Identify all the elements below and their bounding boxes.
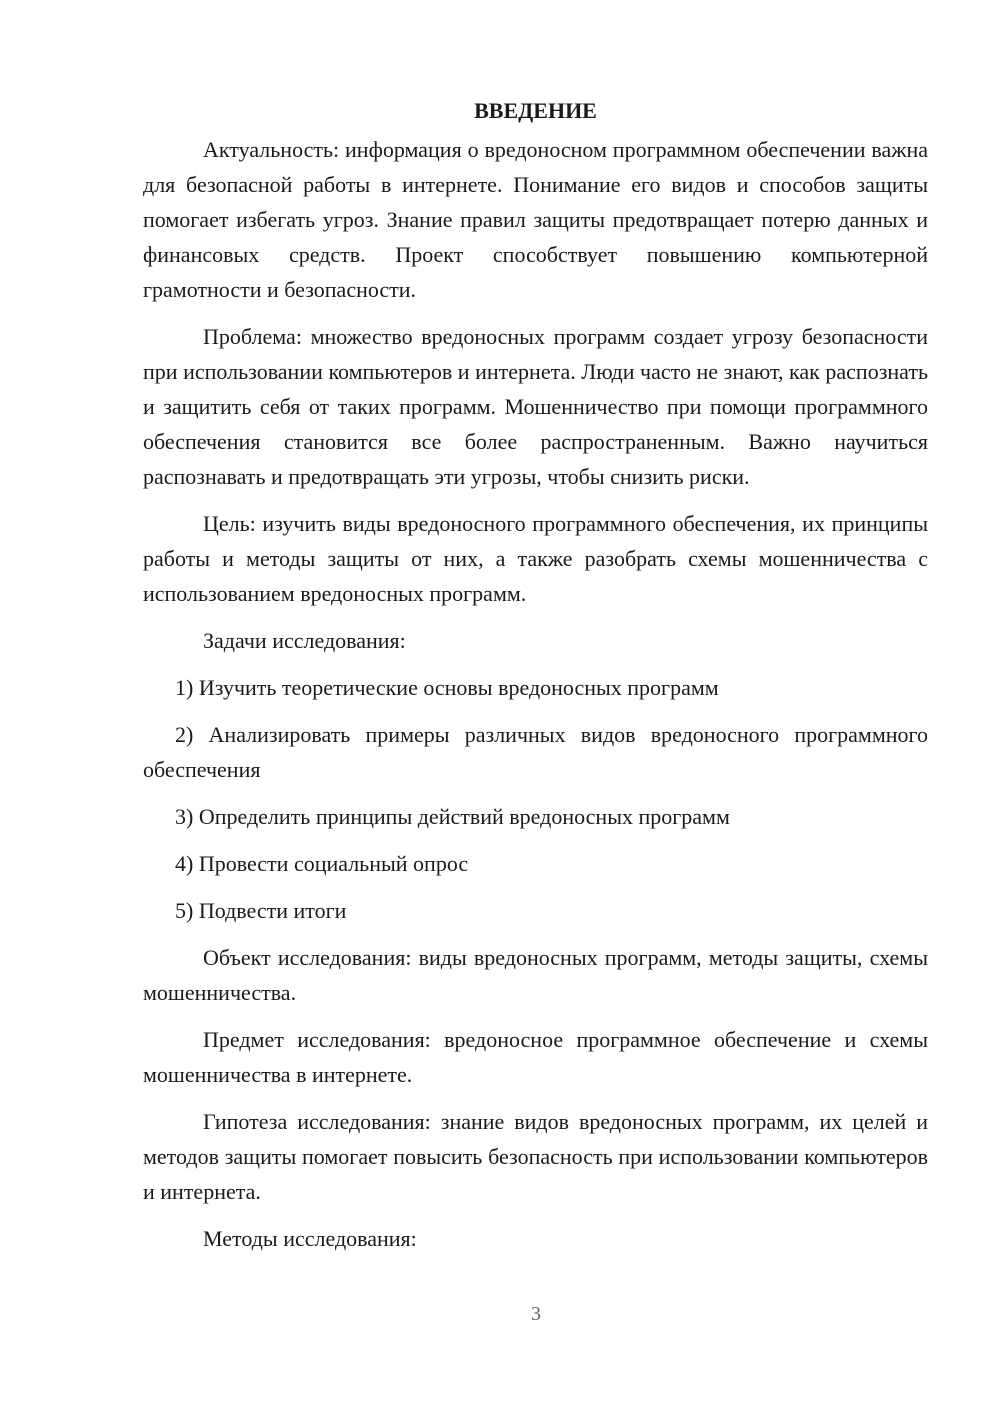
paragraph-subject: Предмет исследования: вредоносное программное обеспечение и схемы мошенничества в интернете. [143, 1027, 928, 1087]
task-item: 1) Изучить теоретические основы вредоносных программ [175, 675, 719, 700]
task-item: 3) Определить принципы действий вредоносных программ [175, 804, 730, 829]
paragraph-relevance: Актуальность: информация о вредоносном программном обеспечении важна для безопасной работы в интернете. Понимание его видов и способов защиты помогает избегать угроз. Знание правил защиты предотвращает потерю данных и финансовых средств. Проект способствует повышению компьютерной грамотности и безопасности. [143, 137, 928, 302]
paragraph-tasks-heading: Задачи исследования: [203, 628, 406, 653]
paragraph-goal: Цель: изучить виды вредоносного программного обеспечения, их принципы работы и методы защиты от них, а также разобрать схемы мошенничества с использованием вредоносных программ. [143, 511, 928, 606]
document-page [143, 93, 928, 1268]
task-item: 2) Анализировать примеры различных видов вредоносного программного обеспечения [143, 722, 928, 782]
section-title: ВВЕДЕНИЕ [474, 98, 597, 123]
paragraph-hypothesis: Гипотеза исследования: знание видов вредоносных программ, их целей и методов защиты помогает повысить безопасность при использовании компьютеров и интернета. [143, 1109, 928, 1204]
task-item: 4) Провести социальный опрос [175, 851, 469, 876]
paragraph-object: Объект исследования: виды вредоносных программ, методы защиты, схемы мошенничества. [143, 945, 928, 1005]
page-number: 3 [531, 1303, 541, 1325]
paragraph-problem: Проблема: множество вредоносных программ создает угрозу безопасности при использовании компьютеров и интернета. Люди часто не знают, как распознать и защитить себя от таких программ. Мошенничество при помощи программного обеспечения становится все более распространенным. Важно научиться распознавать и предотвращать эти угрозы, чтобы снизить риски. [143, 324, 928, 489]
task-item: 5) Подвести итоги [175, 898, 347, 923]
paragraph-methods: Методы исследования: [203, 1226, 417, 1251]
